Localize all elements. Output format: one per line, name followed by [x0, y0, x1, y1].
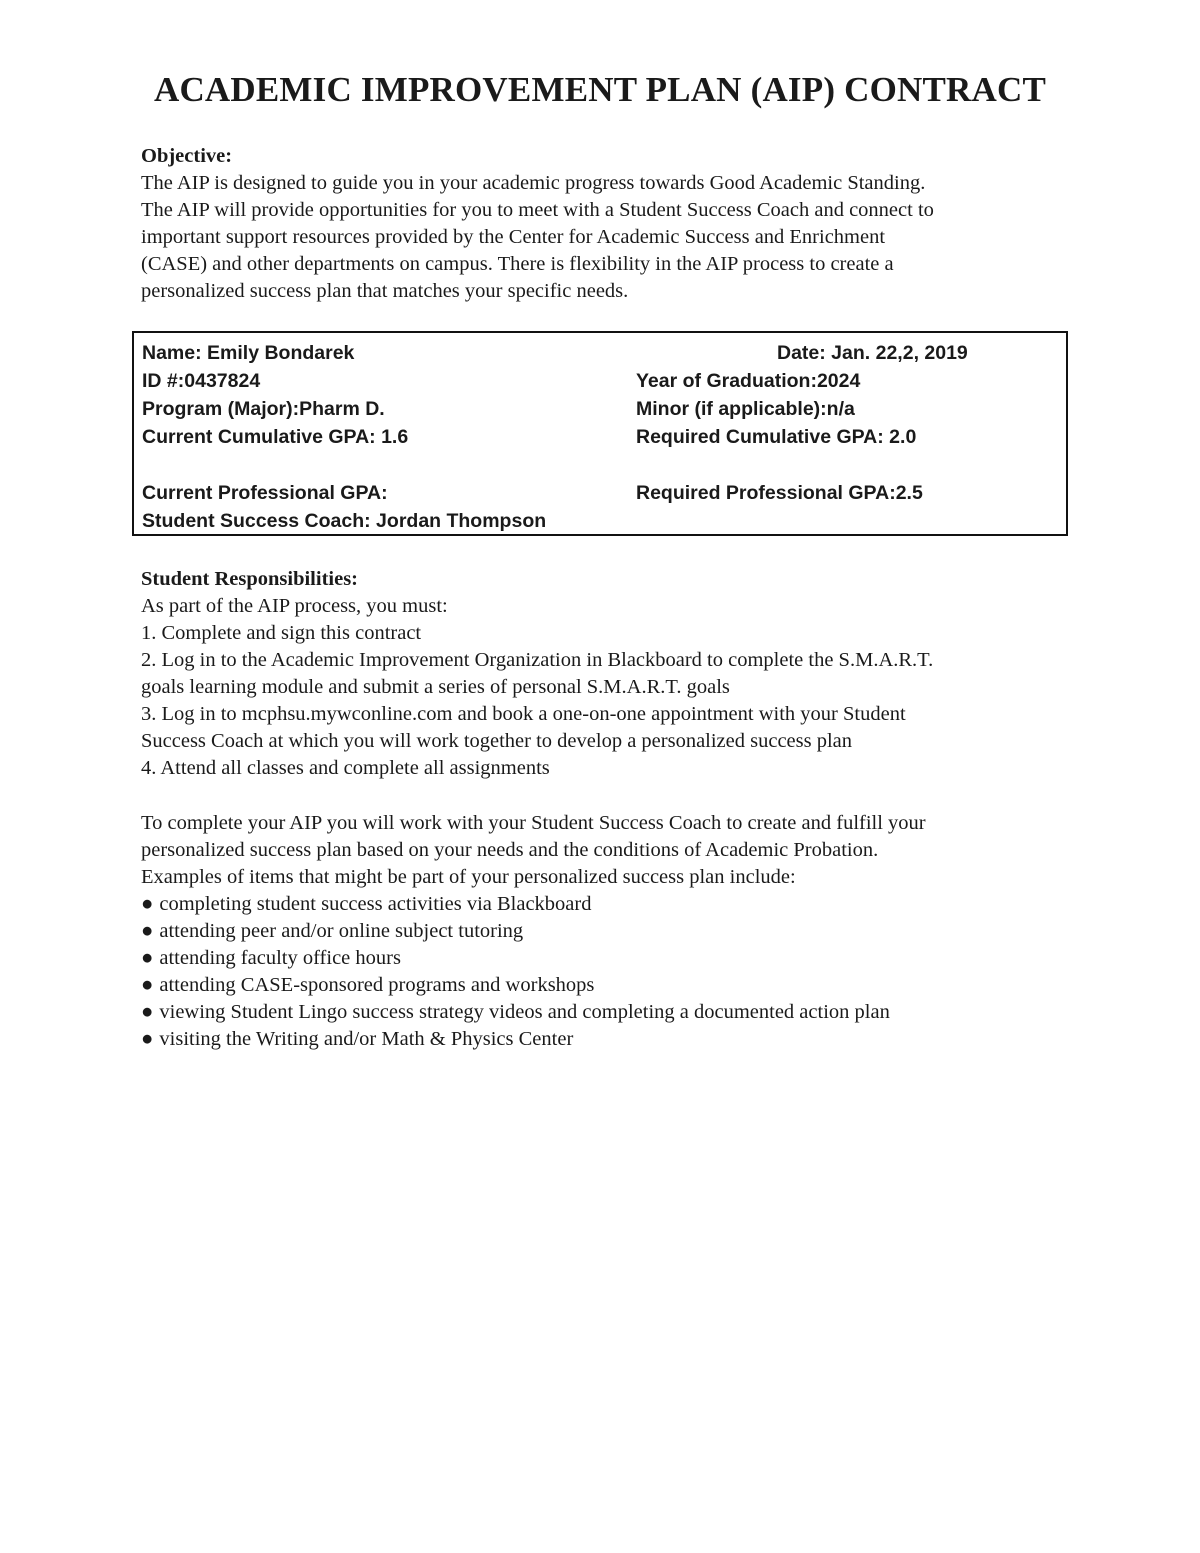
info-row — [142, 507, 1062, 535]
student-id: ID #:0437824 — [142, 370, 261, 392]
minor: Minor (if applicable):n/a — [636, 398, 855, 420]
student-info-box — [132, 331, 1068, 536]
responsibility-line: 2. Log in to the Academic Improvement Organization in Blackboard to complete the S.M.A.R.T. — [141, 649, 934, 671]
list-item — [141, 972, 1071, 999]
objective-line: (CASE) and other departments on campus. There is flexibility in the AIP process to create a — [141, 253, 894, 275]
responsibility-line: 4. Attend all classes and complete all assignments — [141, 757, 550, 779]
objective-line: important support resources provided by the Center for Academic Success and Enrichment — [141, 226, 886, 248]
list-item-text: completing student success activities via Blackboard — [159, 893, 592, 915]
bullet-icon: ● — [141, 920, 154, 942]
responsibility-line: Success Coach at which you will work together to develop a personalized success plan — [141, 730, 853, 752]
bullet-icon: ● — [141, 1028, 154, 1050]
info-row — [142, 423, 1062, 451]
list-item-text: attending peer and/or online subject tutoring — [159, 920, 524, 942]
bullet-icon: ● — [141, 947, 154, 969]
objective-line: The AIP will provide opportunities for you to meet with a Student Success Coach and connect to — [141, 199, 934, 221]
list-item-text: attending faculty office hours — [159, 947, 401, 969]
info-row — [142, 479, 1062, 507]
responsibility-line: goals learning module and submit a series of personal S.M.A.R.T. goals — [141, 676, 730, 698]
plan-line: Examples of items that might be part of your personalized success plan include: — [141, 866, 796, 888]
list-item — [141, 945, 1071, 972]
required-professional-gpa: Required Professional GPA:2.5 — [636, 482, 923, 504]
student-success-coach: Student Success Coach: Jordan Thompson — [142, 510, 547, 532]
current-cumulative-gpa: Current Cumulative GPA: 1.6 — [142, 426, 409, 448]
list-item — [141, 918, 1071, 945]
success-plan-section — [141, 810, 1071, 1053]
current-professional-gpa: Current Professional GPA: — [142, 482, 388, 504]
plan-line: To complete your AIP you will work with your Student Success Coach to create and fulfill your — [141, 812, 926, 834]
bullet-icon: ● — [141, 1001, 154, 1023]
objective-section — [141, 143, 1071, 305]
responsibility-line: 3. Log in to mcphsu.mywconline.com and book a one-on-one appointment with your Student — [141, 703, 906, 725]
program-major: Program (Major):Pharm D. — [142, 398, 385, 420]
document-title: ACADEMIC IMPROVEMENT PLAN (AIP) CONTRACT — [153, 70, 1047, 109]
list-item — [141, 891, 1071, 918]
contract-date: Date: Jan. 22,2, 2019 — [777, 342, 968, 364]
objective-heading: Objective: — [141, 145, 233, 167]
list-item-text: visiting the Writing and/or Math & Physics Center — [159, 1028, 574, 1050]
responsibilities-heading: Student Responsibilities: — [141, 568, 359, 590]
student-name: Name: Emily Bondarek — [142, 342, 355, 364]
info-row — [142, 395, 1062, 423]
info-row — [142, 339, 1062, 367]
list-item-text: viewing Student Lingo success strategy videos and completing a documented action plan — [159, 1001, 890, 1023]
bullet-icon: ● — [141, 974, 154, 996]
list-item-text: attending CASE-sponsored programs and workshops — [159, 974, 595, 996]
plan-line: personalized success plan based on your needs and the conditions of Academic Probation. — [141, 839, 879, 861]
objective-line: The AIP is designed to guide you in your academic progress towards Good Academic Standing. — [141, 172, 926, 194]
responsibility-line: 1. Complete and sign this contract — [141, 622, 422, 644]
bullet-icon: ● — [141, 893, 154, 915]
required-cumulative-gpa: Required Cumulative GPA: 2.0 — [636, 426, 917, 448]
responsibilities-section — [141, 566, 1071, 782]
list-item — [141, 1026, 1071, 1053]
plan-items-list — [141, 891, 1071, 1053]
graduation-year: Year of Graduation:2024 — [636, 370, 861, 392]
responsibility-line: As part of the AIP process, you must: — [141, 595, 448, 617]
objective-line: personalized success plan that matches your specific needs. — [141, 280, 629, 302]
list-item — [141, 999, 1071, 1026]
info-row — [142, 367, 1062, 395]
